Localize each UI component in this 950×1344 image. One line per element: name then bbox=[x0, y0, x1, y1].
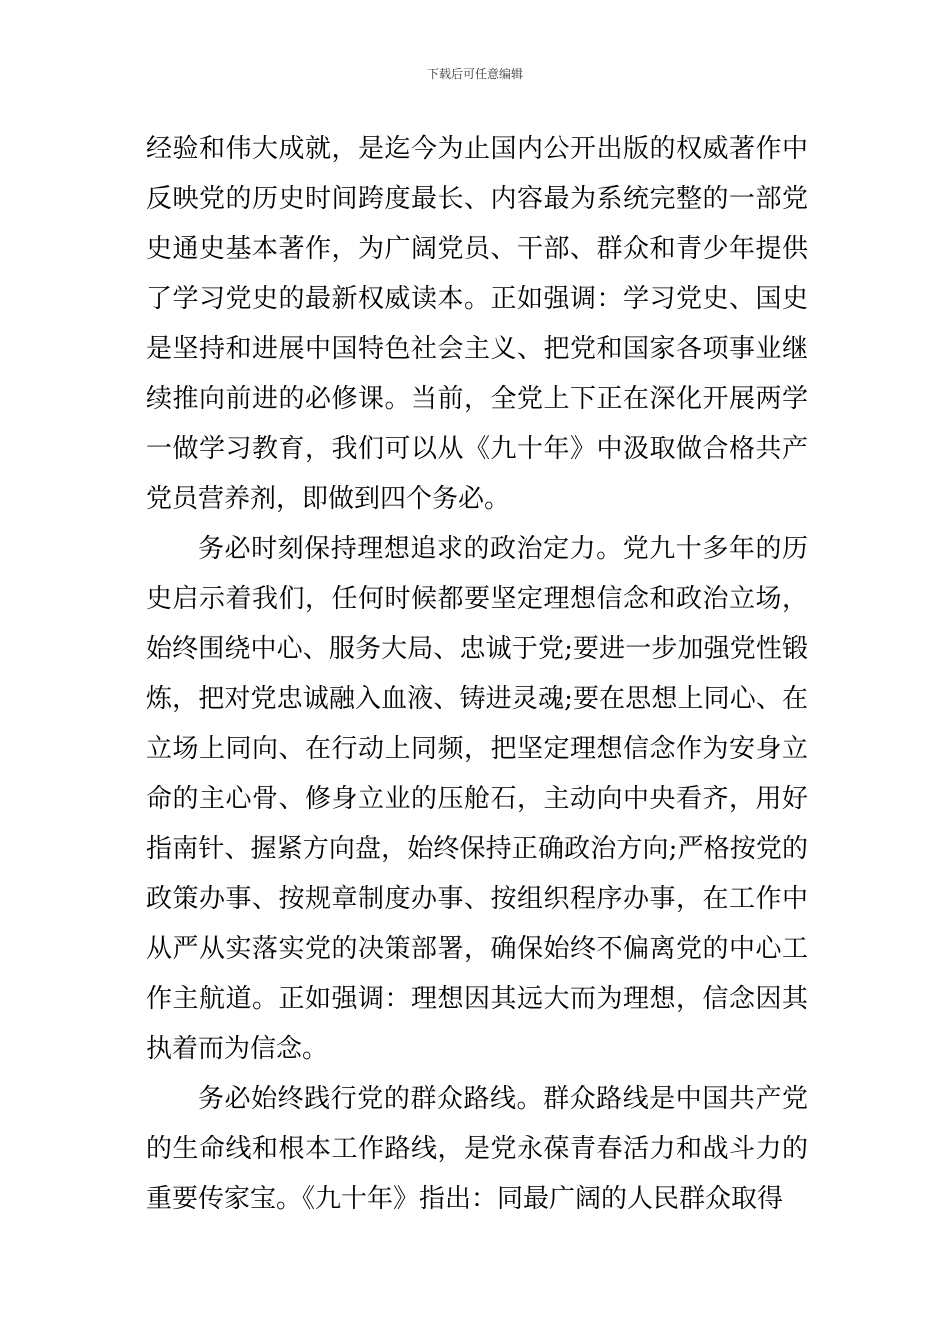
body-text bbox=[146, 124, 808, 1224]
paragraph-political-resolve: 务必时刻保持理想追求的政治定力。党九十多年的历史启示着我们，任何时候都要坚定理想信念和政治立场，始终围绕中心、服务大局、忠诚于党;要进一步加强党性锻炼，把对党忠诚融入血液、铸进灵魂;要在思想上同心、在立场上同向、在行动上同频，把坚定理想信念作为安身立命的主心骨、修身立业的压舱石，主动向中央看齐，用好指南针、握紧方向盘，始终保持正确政治方向;严格按党的政策办事、按规章制度办事、按组织程序办事，在工作中从严从实落实党的决策部署，确保始终不偏离党的中心工作主航道。正如强调：理想因其远大而为理想，信念因其执着而为信念。 bbox=[146, 534, 808, 1064]
paragraph-mass-line: 务必始终践行党的群众路线。群众路线是中国共产党的生命线和根本工作路线，是党永葆青春活力和战斗力的重要传家宝。《九十年》指出：同最广阔的人民群众取得 bbox=[146, 1084, 808, 1214]
header-note: 下载后可任意编辑 bbox=[426, 67, 523, 81]
paragraph-continuation: 经验和伟大成就，是迄今为止国内公开出版的权威著作中反映党的历史时间跨度最长、内容最为系统完整的一部党史通史基本著作，为广阔党员、干部、群众和青少年提供了学习党史的最新权威读本。正如强调：学习党史、国史是坚持和进展中国特色社会主义、把党和国家各项事业继续推向前进的必修课。当前，全党上下正在深化开展两学一做学习教育，我们可以从《九十年》中汲取做合格共产党员营养剂，即做到四个务必。 bbox=[146, 134, 808, 514]
